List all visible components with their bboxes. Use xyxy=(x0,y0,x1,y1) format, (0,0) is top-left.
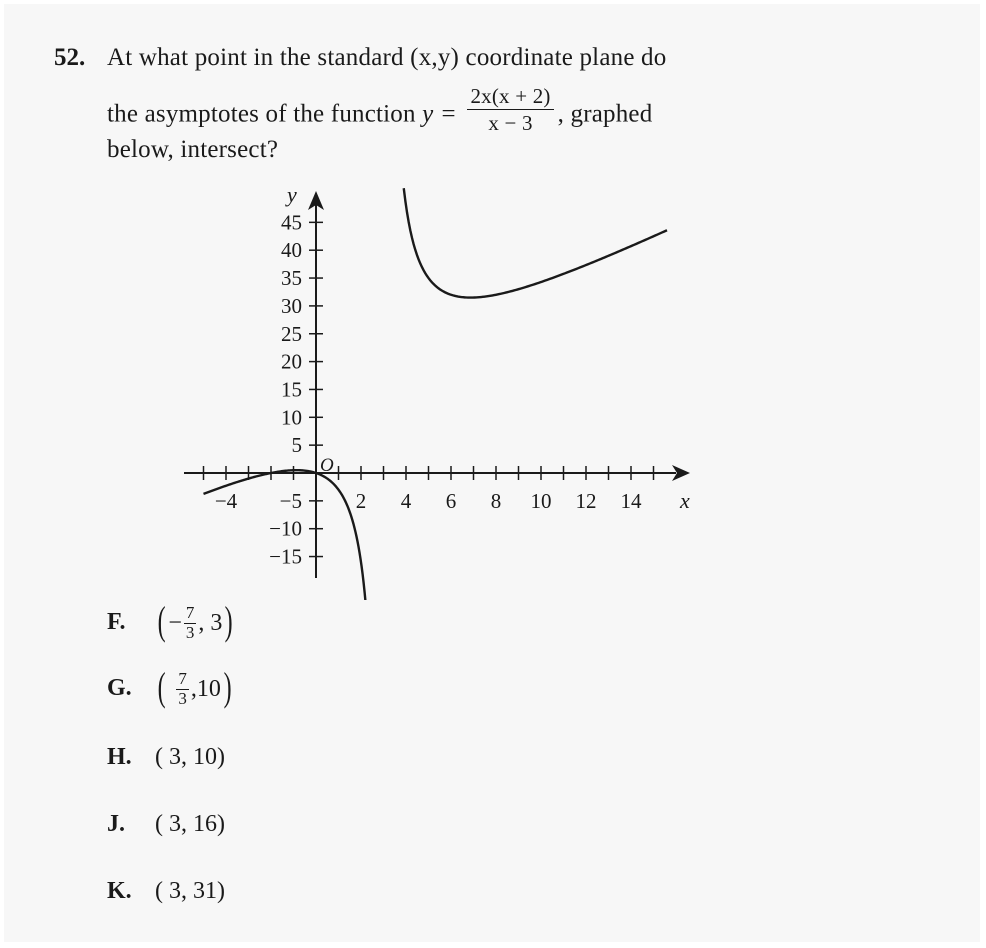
question-line-2-prefix: the asymptotes of the function xyxy=(107,100,416,128)
y-tick-label: 5 xyxy=(291,433,302,458)
x-tick-label: 10 xyxy=(530,489,552,513)
choice-value: ( 3, 10) xyxy=(155,744,225,770)
y-tick-label: −5 xyxy=(279,488,302,513)
y-tick-label: 10 xyxy=(281,405,302,430)
choice-j[interactable] xyxy=(107,811,225,838)
choice-sign: − xyxy=(168,610,182,636)
y-tick-label: 15 xyxy=(281,377,302,402)
x-tick-label: 2 xyxy=(355,489,367,513)
close-paren-icon: ) xyxy=(225,598,234,643)
close-paren-icon: ) xyxy=(223,664,232,709)
y-tick-label: −10 xyxy=(269,516,302,541)
function-denominator: x − 3 xyxy=(488,111,533,136)
choice-h[interactable] xyxy=(107,744,225,771)
fraction-denominator: 3 xyxy=(185,623,195,642)
fraction-numerator: 7 xyxy=(178,669,187,689)
x-tick-label: 14 xyxy=(620,489,642,513)
x-tick-label: 6 xyxy=(445,489,457,513)
question-line-1: At what point in the standard (x,y) coordinate plane do xyxy=(107,44,667,71)
x-tick-label: −4 xyxy=(214,489,238,513)
curve-branch-2 xyxy=(404,188,667,297)
open-paren-icon: ( xyxy=(157,598,166,643)
choice-k[interactable] xyxy=(107,878,225,905)
y-tick-label: 20 xyxy=(281,349,302,374)
choice-letter: K. xyxy=(107,878,132,904)
x-axis-label: x xyxy=(680,488,690,513)
fraction-numerator: 7 xyxy=(185,603,195,623)
y-tick-label: 35 xyxy=(281,266,302,291)
question-number: 52. xyxy=(54,44,86,71)
y-tick-label: 30 xyxy=(281,293,302,318)
function-numerator: 2x(x + 2) xyxy=(467,84,553,110)
choice-fraction xyxy=(176,670,189,708)
choice-letter: G. xyxy=(107,675,132,702)
function-lhs: y = xyxy=(422,100,457,128)
choice-letter: H. xyxy=(107,744,132,770)
choice-letter: J. xyxy=(107,811,125,837)
y-axis-label: y xyxy=(287,182,297,207)
choice-f[interactable] xyxy=(107,600,236,647)
choice-rest: , 3 xyxy=(198,610,223,636)
y-tick-label: −15 xyxy=(269,544,302,569)
x-tick-label: 4 xyxy=(400,489,412,513)
choice-fraction xyxy=(184,604,197,642)
question-line-2-suffix: , graphed xyxy=(557,100,653,128)
x-tick-label: 8 xyxy=(490,489,502,513)
choice-rest: ,10 xyxy=(190,676,221,702)
choice-value: ( 3, 31) xyxy=(155,878,225,904)
x-tick-label: 12 xyxy=(575,489,597,513)
y-tick-label: 25 xyxy=(281,321,302,346)
choice-value: ( 3, 16) xyxy=(155,811,225,837)
fraction-denominator: 3 xyxy=(178,689,187,708)
origin-label: O xyxy=(320,455,334,476)
question-line-3: below, intersect? xyxy=(107,136,279,163)
y-tick-label: 45 xyxy=(281,210,302,235)
y-tick-label: 40 xyxy=(281,238,302,263)
open-paren-icon: ( xyxy=(157,664,166,709)
choice-g[interactable] xyxy=(107,666,234,713)
choice-letter: F. xyxy=(107,609,126,636)
